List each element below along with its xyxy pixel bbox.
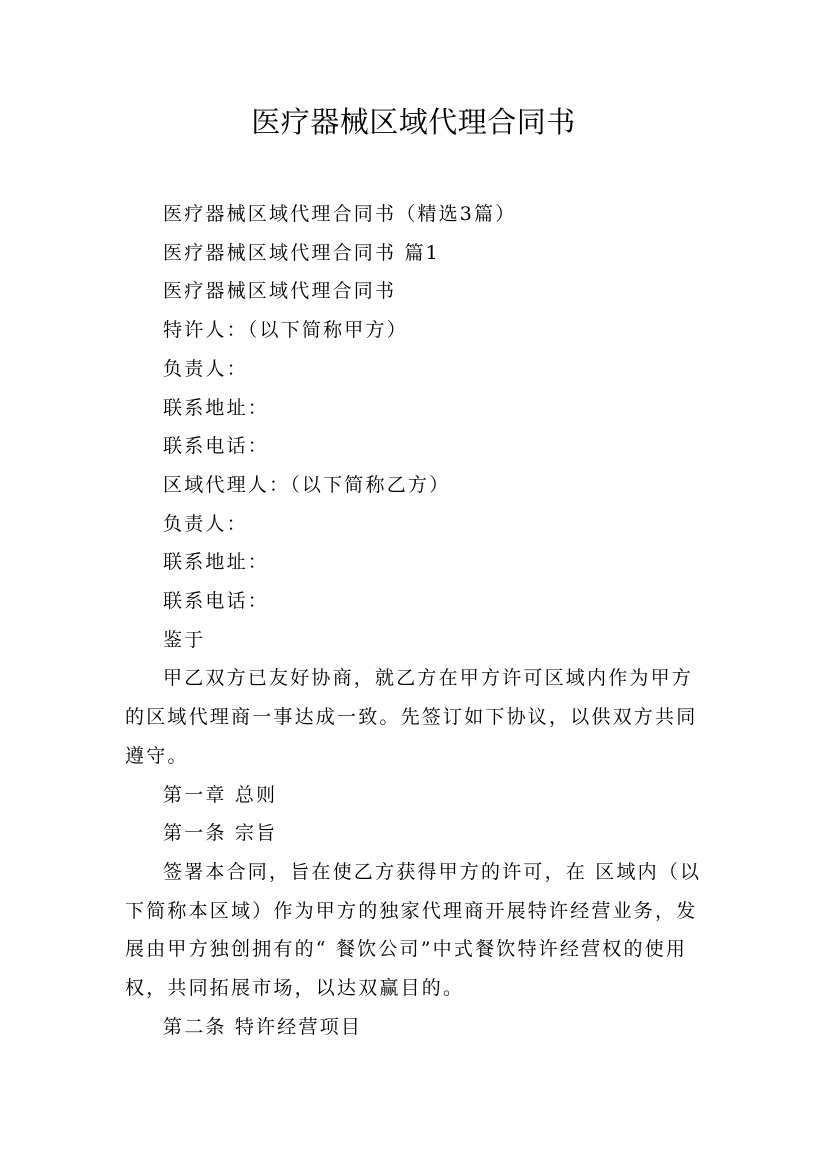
paragraph: 第一条 宗旨	[163, 822, 278, 845]
paragraph: 第二条 特许经营项目	[163, 1015, 363, 1038]
paragraph: 医疗器械区域代理合同书（精选3篇）	[163, 203, 517, 225]
paragraph: 负责人：	[163, 512, 248, 535]
paragraph: 医疗器械区域代理合同书	[163, 280, 397, 303]
paragraph: 负责人：	[163, 357, 248, 380]
paragraph: 甲乙双方已友好协商，就乙方在甲方许可区域内作为甲方的区域代理商一事达成一致。先签订如下协议，以供双方共同遵守。	[125, 667, 698, 767]
document-body	[125, 195, 705, 1046]
paragraph: 联系地址：	[163, 396, 270, 419]
paragraph: 联系电话：	[163, 435, 270, 458]
paragraph: 鉴于	[163, 628, 206, 651]
paragraph: 特许人：（以下简称甲方）	[163, 319, 408, 342]
paragraph: 第一章 总则	[163, 783, 278, 806]
paragraph: 区域代理人：（以下简称乙方）	[163, 473, 451, 496]
document-title: 医疗器械区域代理合同书	[251, 105, 576, 139]
paragraph: 联系地址：	[163, 551, 270, 574]
paragraph: 医疗器械区域代理合同书 篇1	[163, 241, 440, 264]
paragraph: 联系电话：	[163, 590, 270, 613]
paragraph: 签署本合同，旨在使乙方获得甲方的许可，在 区域内（以下简称本区域）作为甲方的独家代理商开展特许经营业务，发展由甲方独创拥有的“ 餐饮公司”中式餐饮特许经营权的使用权，共同拓展市场，以达双赢目的。	[125, 860, 702, 1000]
